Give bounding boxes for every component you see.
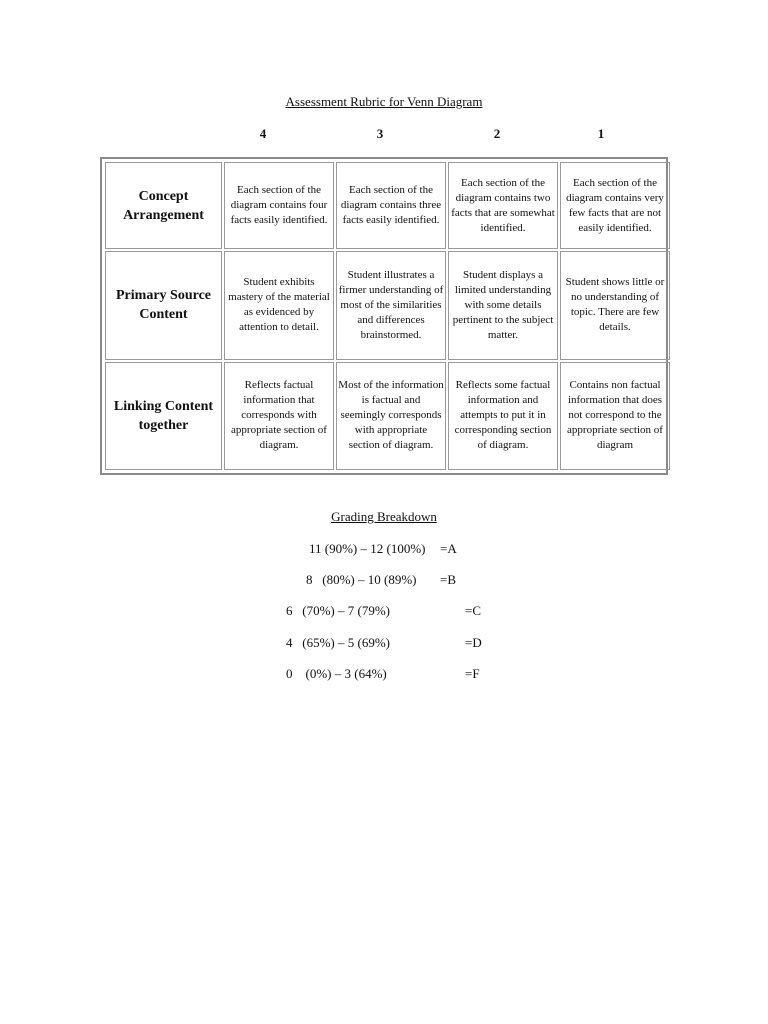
grading-grade-d: =D	[465, 635, 482, 650]
cell-concept-arrangement-2: Each section of the diagram contains two facts that are somewhat identified.	[448, 162, 558, 249]
score-header-1: 1	[597, 126, 605, 141]
grading-grade-c: =C	[465, 603, 482, 618]
score-header-4: 4	[259, 126, 267, 141]
cell-primary-source-content-4: Student exhibits mastery of the material as evidenced by attention to detail.	[224, 251, 334, 359]
grading-range-a: 11 (90%) – 12 (100%)	[309, 541, 426, 556]
grading-range-b: 8 (80%) – 10 (89%)	[306, 572, 417, 587]
cell-linking-content-1: Contains non factual information that does not correspond to the appropriate section of diagram	[560, 362, 670, 470]
page-title: Assessment Rubric for Venn Diagram	[285, 94, 483, 109]
rubric-row-primary-source-content	[105, 251, 670, 359]
score-header-3: 3	[376, 126, 384, 141]
rubric-row-linking-content	[105, 362, 670, 470]
cell-linking-content-4: Reflects factual information that corresponds with appropriate section of diagram.	[224, 362, 334, 470]
rubric-table	[100, 157, 668, 475]
cell-linking-content-3: Most of the information is factual and seemingly corresponds with appropriate section of diagram.	[336, 362, 446, 470]
cell-concept-arrangement-1: Each section of the diagram contains very few facts that are not easily identified.	[560, 162, 670, 249]
score-header-2: 2	[493, 126, 501, 141]
grading-grade-a: =A	[440, 541, 457, 556]
cell-primary-source-content-3: Student illustrates a firmer understanding of most of the similarities and differences brainstormed.	[336, 251, 446, 359]
cell-concept-arrangement-4: Each section of the diagram contains four facts easily identified.	[224, 162, 334, 249]
grading-breakdown-title: Grading Breakdown	[331, 509, 437, 524]
grading-grade-f: =F	[465, 666, 480, 681]
cell-primary-source-content-1: Student shows little or no understanding of topic. There are few details.	[560, 251, 670, 359]
grading-range-f: 0 (0%) – 3 (64%)	[286, 666, 387, 681]
row-label-linking-content: Linking Content together	[105, 362, 222, 470]
rubric-row-concept-arrangement	[105, 162, 670, 249]
cell-linking-content-2: Reflects some factual information and attempts to put it in corresponding section of diagram.	[448, 362, 558, 470]
row-label-primary-source-content: Primary Source Content	[105, 251, 222, 359]
row-label-concept-arrangement: Concept Arrangement	[105, 162, 222, 249]
grading-range-c: 6 (70%) – 7 (79%)	[286, 603, 390, 618]
cell-primary-source-content-2: Student displays a limited understanding with some details pertinent to the subject matter.	[448, 251, 558, 359]
cell-concept-arrangement-3: Each section of the diagram contains three facts easily identified.	[336, 162, 446, 249]
grading-range-d: 4 (65%) – 5 (69%)	[286, 635, 390, 650]
grading-grade-b: =B	[440, 572, 457, 587]
